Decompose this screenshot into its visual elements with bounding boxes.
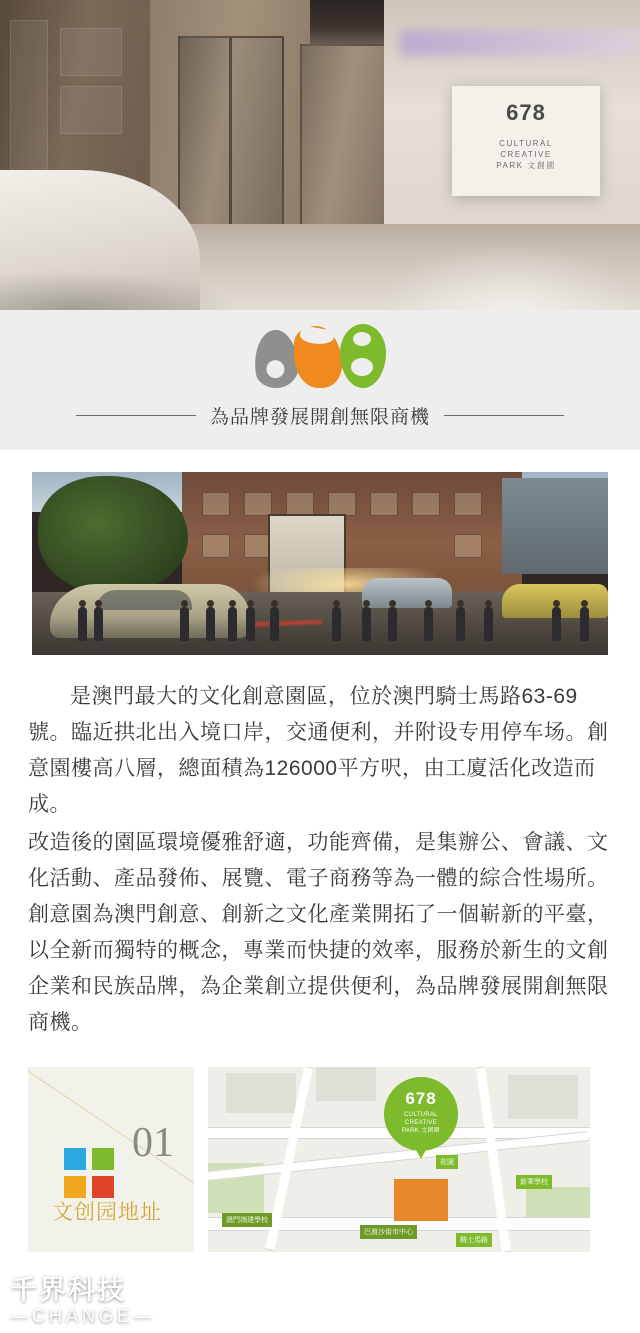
map-pin-subtitle (384, 1111, 458, 1135)
building-window (286, 492, 314, 516)
cove-light (400, 30, 640, 56)
logo-digit-seven (294, 326, 342, 388)
pedestrian (362, 607, 371, 641)
map-pin-678[interactable] (384, 1077, 458, 1151)
pedestrian (246, 607, 255, 641)
building-window (244, 492, 272, 516)
slogan-rule-left (76, 415, 196, 416)
slogan-row (0, 402, 640, 429)
bottom-tiles (0, 1067, 640, 1267)
hero-sign-sub-line2: CREATIVE (500, 150, 552, 159)
hero-photo (0, 0, 640, 310)
hero-wall-panel (60, 28, 122, 76)
section-number: 01 (132, 1120, 174, 1166)
address-section-tile (28, 1067, 194, 1252)
hero-sign-subtitle (452, 138, 600, 171)
pedestrian (332, 607, 341, 641)
location-map (208, 1067, 590, 1252)
hero-wall-panel (60, 86, 122, 134)
building-window (454, 492, 482, 516)
map-label: 新華學校 (516, 1175, 552, 1189)
map-block (508, 1075, 578, 1119)
building-window (412, 492, 440, 516)
hero-floor-light (380, 240, 640, 310)
building-window (328, 492, 356, 516)
hero-wall-panel (10, 20, 48, 172)
hero-sign-sub-line1: CULTURAL (499, 139, 553, 148)
hero-sign-board (452, 86, 600, 196)
pedestrian (580, 607, 589, 641)
pedestrian (456, 607, 465, 641)
street-entrance-photo (32, 472, 608, 655)
building-window (202, 492, 230, 516)
pedestrian (180, 607, 189, 641)
building-window (454, 534, 482, 558)
map-pin-logo: 678 (405, 1089, 437, 1108)
street-right-building (502, 478, 608, 574)
hero-sign-logo: 678 (506, 100, 546, 125)
brand-logo-678 (0, 324, 640, 388)
street-photo-wrapper (0, 450, 640, 655)
paragraph-1: 是澳門最大的文化創意園區，位於澳門騎士馬路63-69號。臨近拱北出入境口岸，交通便利，并附设专用停车场。創意園樓高八層，總面積為126000平方呎，由工廈活化改造而成。 (28, 685, 609, 816)
map-label: 花園 (436, 1155, 458, 1169)
paragraph-2: 改造後的園區環境優雅舒適，功能齊備，是集辦公、會議、文化活動、產品發佈、展覽、電子商務等為一體的綜合性場所。創意園為澳門創意、創新之文化產業開拓了一個嶄新的平臺，以全新而獨特的概念，專業而快捷的效率，服務於新生的文創企業和民族品牌，為企業創立提供便利，為品牌發展開創無限商機。 (28, 831, 609, 1034)
map-pin-sub-line2: CREATIVE (405, 1120, 437, 1126)
slogan-rule-right (444, 415, 564, 416)
map-pin-sub-line1: CULTURAL (404, 1112, 438, 1118)
watermark (10, 1275, 155, 1327)
street-tree (38, 476, 188, 594)
description-text (0, 655, 640, 1053)
map-label: 騎士馬路 (456, 1233, 492, 1247)
building-window (202, 534, 230, 558)
pedestrian (206, 607, 215, 641)
pedestrian (94, 607, 103, 641)
building-window (370, 492, 398, 516)
map-building-marker (394, 1179, 448, 1221)
pedestrian (388, 607, 397, 641)
pedestrian (484, 607, 493, 641)
watermark-main-text: 千界科技 (10, 1275, 126, 1305)
map-label: 巴渡沙街市中心 (360, 1225, 417, 1239)
pedestrian (78, 607, 87, 641)
street-car (362, 578, 452, 608)
map-block (226, 1073, 296, 1113)
counter-shadow (0, 270, 240, 310)
map-pin-sub-line3: PARK 文創園 (402, 1128, 440, 1134)
logo-slogan-band (0, 310, 640, 450)
section-caption: 文创园地址 (52, 1201, 162, 1224)
windows-grid-icon (64, 1148, 116, 1200)
pedestrian (552, 607, 561, 641)
watermark-sub-text: —CHANGE— (10, 1306, 156, 1326)
slogan-text: 為品牌發展開創無限商機 (209, 407, 430, 428)
pedestrian (228, 607, 237, 641)
hero-sign-sub-line3: PARK 文創園 (496, 161, 556, 170)
logo-digit-eight (340, 324, 386, 388)
pedestrian (424, 607, 433, 641)
map-label: 澳門端建學校 (222, 1213, 272, 1227)
pedestrian (270, 607, 279, 641)
map-block (316, 1067, 376, 1101)
